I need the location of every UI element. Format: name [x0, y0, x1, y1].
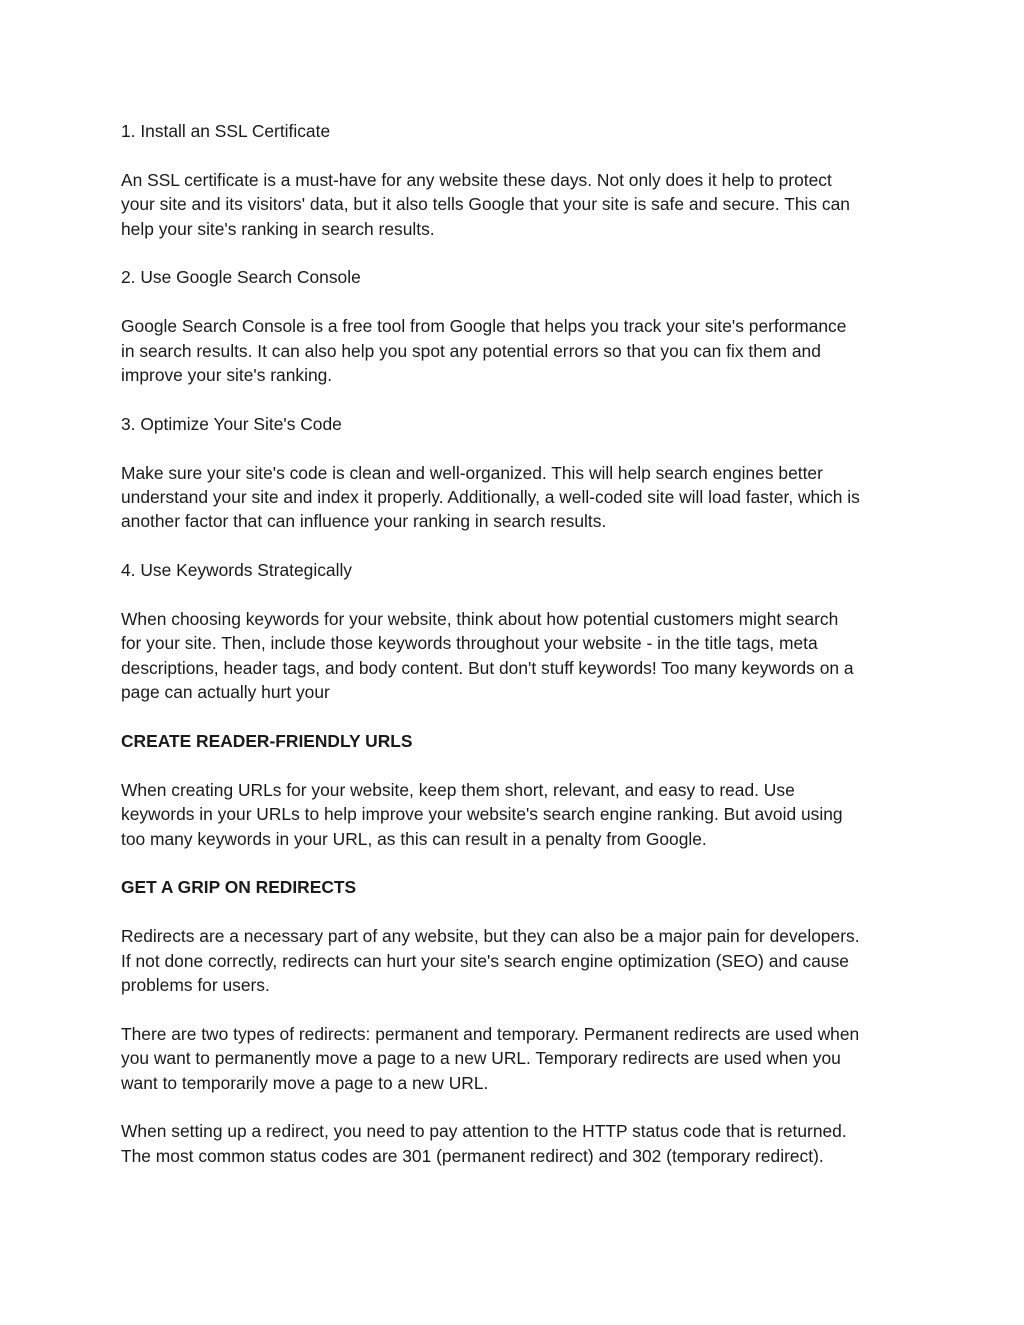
paragraph-line: keywords in your URLs to help improve your website's search engine ranking. But avoid using — [121, 804, 843, 825]
paragraph-line: When setting up a redirect, you need to pay attention to the HTTP status code that is returned. — [121, 1121, 847, 1142]
paragraph-line: another factor that can influence your ranking in search results. — [121, 511, 607, 532]
paragraph-line: If not done correctly, redirects can hurt your site's search engine optimization (SEO) and cause — [121, 950, 849, 971]
paragraph-line: problems for users. — [121, 975, 270, 996]
section-heading — [121, 265, 911, 289]
body-paragraph — [121, 1119, 911, 1168]
heading-text: CREATE READER-FRIENDLY URLS — [121, 731, 413, 752]
section-heading — [121, 119, 911, 143]
paragraph-line: help your site's ranking in search results. — [121, 218, 435, 239]
heading-text: 3. Optimize Your Site's Code — [121, 413, 342, 434]
body-paragraph — [121, 607, 911, 705]
paragraph-line: you want to permanently move a page to a new URL. Temporary redirects are used when you — [121, 1048, 841, 1069]
section-heading — [121, 875, 911, 899]
paragraph-line: your site and its visitors' data, but it also tells Google that your site is safe and secure. This can — [121, 194, 850, 215]
body-paragraph — [121, 778, 911, 851]
paragraph-line: Google Search Console is a free tool from Google that helps you track your site's performance — [121, 316, 847, 337]
heading-text: 4. Use Keywords Strategically — [121, 560, 353, 581]
body-paragraph — [121, 1022, 911, 1095]
body-paragraph — [121, 314, 911, 387]
paragraph-line: Make sure your site's code is clean and well-organized. This will help search engines better — [121, 462, 823, 483]
paragraph-line: in search results. It can also help you spot any potential errors so that you can fix them and — [121, 340, 821, 361]
paragraph-line: for your site. Then, include those keywords throughout your website - in the title tags, meta — [121, 633, 818, 654]
heading-text: GET A GRIP ON REDIRECTS — [121, 877, 357, 898]
document-body — [121, 119, 911, 1168]
body-paragraph — [121, 924, 911, 997]
paragraph-line: When creating URLs for your website, keep them short, relevant, and easy to read. Use — [121, 779, 795, 800]
paragraph-line: An SSL certificate is a must-have for any website these days. Not only does it help to protect — [121, 169, 832, 190]
body-paragraph — [121, 168, 911, 241]
section-heading — [121, 729, 911, 753]
paragraph-line: The most common status codes are 301 (permanent redirect) and 302 (temporary redirect). — [121, 1145, 824, 1166]
section-heading — [121, 412, 911, 436]
paragraph-line: improve your site's ranking. — [121, 365, 333, 386]
heading-text: 2. Use Google Search Console — [121, 267, 361, 288]
paragraph-line: want to temporarily move a page to a new URL. — [121, 1072, 489, 1093]
paragraph-line: Redirects are a necessary part of any website, but they can also be a major pain for developers. — [121, 926, 860, 947]
paragraph-line: too many keywords in your URL, as this can result in a penalty from Google. — [121, 828, 707, 849]
section-heading — [121, 558, 911, 582]
heading-text: 1. Install an SSL Certificate — [121, 121, 331, 141]
paragraph-line: When choosing keywords for your website, think about how potential customers might search — [121, 609, 839, 630]
paragraph-line: descriptions, header tags, and body content. But don't stuff keywords! Too many keywords on a — [121, 657, 854, 678]
paragraph-line: page can actually hurt your — [121, 682, 330, 703]
paragraph-line: understand your site and index it properly. Additionally, a well-coded site will load faster, which is — [121, 487, 860, 508]
body-paragraph — [121, 461, 911, 534]
document-page — [121, 119, 911, 1193]
paragraph-line: There are two types of redirects: permanent and temporary. Permanent redirects are used when — [121, 1023, 860, 1044]
